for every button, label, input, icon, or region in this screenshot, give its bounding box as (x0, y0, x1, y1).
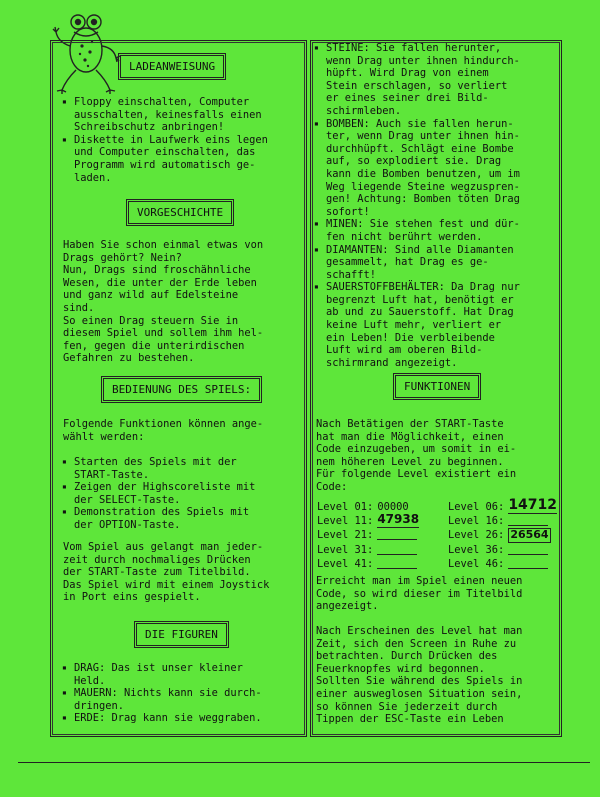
list-item: ▪ DIAMANTEN: Sind alle Diamanten gesammelt, hat Drag es ge- schafft! (314, 244, 520, 282)
blank-code-line (508, 543, 548, 555)
blank-code-line (377, 557, 417, 569)
list-item: ▪ BOMBEN: Auch sie fallen herun- ter, wenn Drag unter ihnen hin- durchhüpft. Schlägt eine Bombe auf, so explodiert sie. Drag kann die Bomben benutzen, um im Weg liegende Steine wegzuspren- gen! Achtung: Bomben töten Drag sofort! (314, 118, 520, 219)
ladeanweisung-list (62, 96, 268, 184)
heading-bedienung: BEDIENUNG DES SPIELS: (103, 378, 260, 401)
level-label: Level 41: (317, 557, 374, 570)
list-item: ▪ MINEN: Sie stehen fest und dür- fen nicht berührt werden. (314, 218, 520, 243)
level-code-table (317, 497, 579, 571)
handwritten-level-code: 26564 (510, 528, 549, 542)
bedienung-intro: Folgende Funktionen können ange- wählt werden: (63, 418, 264, 443)
heading-ladeanweisung: LADEANWEISUNG (120, 55, 224, 78)
list-item: ▪ SAUERSTOFFBEHÄLTER: Da Drag nur begrenzt Luft hat, benötigt er ab und zu Sauerstoff. Hat Drag keine Luft mehr, verliert er ein Leben! Die verbleibende Luft wird am oberen Bild- schirmrand angezeigt. (314, 281, 520, 369)
handwritten-level-code: 14712 (508, 497, 558, 513)
level-row (317, 528, 579, 542)
figuren-list-continued (314, 42, 520, 369)
list-item: ▪ MAUERN: Nichts kann sie durch- dringen. (62, 687, 262, 712)
list-item: ▪ Starten des Spiels mit der START-Taste. (62, 456, 255, 481)
blank-code-line (508, 514, 548, 526)
funktionen-after: Erreicht man im Spiel einen neuen Code, so wird dieser im Titelbild angezeigt. (316, 575, 523, 613)
level-label: Level 31: (317, 543, 374, 556)
level-label: Level 06: (448, 501, 505, 513)
level-row (317, 543, 579, 557)
heading-figuren: DIE FIGUREN (136, 623, 227, 646)
level-label: Level 01: (317, 501, 374, 513)
bottom-rule (18, 762, 590, 763)
list-item: ▪ ERDE: Drag kann sie weggraben. (62, 712, 262, 725)
level-code: 00000 (377, 501, 409, 513)
handwritten-level-code: 47938 (377, 514, 419, 528)
list-item: ▪ DRAG: Das ist unser kleiner Held. (62, 662, 262, 687)
heading-vorgeschichte: VORGESCHICHTE (128, 201, 232, 224)
level-row (317, 557, 579, 571)
list-item: ▪ Floppy einschalten, Computer ausschalten, keinesfalls einen Schreibschutz anbringen! (62, 96, 268, 134)
list-item: ▪ STEINE: Sie fallen herunter, wenn Drag unter ihnen hindurch- hüpft. Wird Drag von einem Stein erschlagen, so verliert er eines seiner drei Bild- schirmleben. (314, 42, 520, 118)
bedienung-outro: Vom Spiel aus gelangt man jeder- zeit durch nochmaliges Drücken der START-Taste zum Titelbild. Das Spiel wird mit einem Joystick in Port eins gespielt. (63, 541, 270, 604)
funktionen-intro: Nach Betätigen der START-Taste hat man die Möglichkeit, einen Code einzugeben, um somit in ei- nem höheren Level zu beginnen. Für folgende Level existiert ein Code: (316, 418, 517, 493)
level-label: Level 36: (448, 543, 505, 556)
level-row (317, 497, 579, 514)
level-label: Level 46: (448, 557, 505, 570)
heading-funktionen: FUNKTIONEN (395, 375, 479, 398)
blank-code-line (377, 528, 417, 540)
level-label: Level 11: (317, 515, 374, 528)
funktionen-final: Nach Erscheinen des Level hat man Zeit, sich den Screen in Ruhe zu betrachten. Durch Drücken des Feuerknopfes wird begonnen. Sollten Sie während des Spiels in einer ausweglosen Situation sein, so können Sie jederzeit durch Tippen der ESC-Taste ein Leben (316, 625, 523, 726)
list-item: ▪ Zeigen der Highscoreliste mit der SELECT-Taste. (62, 481, 255, 506)
level-label: Level 26: (448, 529, 505, 542)
list-item: ▪ Demonstration des Spiels mit der OPTION-Taste. (62, 506, 255, 531)
level-label: Level 16: (448, 515, 505, 528)
bedienung-list (62, 456, 255, 532)
level-label: Level 21: (317, 529, 374, 542)
blank-code-line (377, 543, 417, 555)
blank-code-line (508, 557, 548, 569)
list-item: ▪ Diskette in Laufwerk eins legen und Computer einschalten, das Programm wird automatisch ge- laden. (62, 134, 268, 184)
figuren-list (62, 662, 262, 725)
level-row (317, 514, 579, 528)
vorgeschichte-text: Haben Sie schon einmal etwas von Drags gehört? Nein? Nun, Drags sind froschähnliche Wesen, die unter der Erde leben und ganz wild auf Edelsteine sind. So einen Drag steuern Sie in diesem Spiel und sollem ihm hel- fen, gegen die unterirdischen Gefahren zu bestehen. (63, 239, 264, 365)
